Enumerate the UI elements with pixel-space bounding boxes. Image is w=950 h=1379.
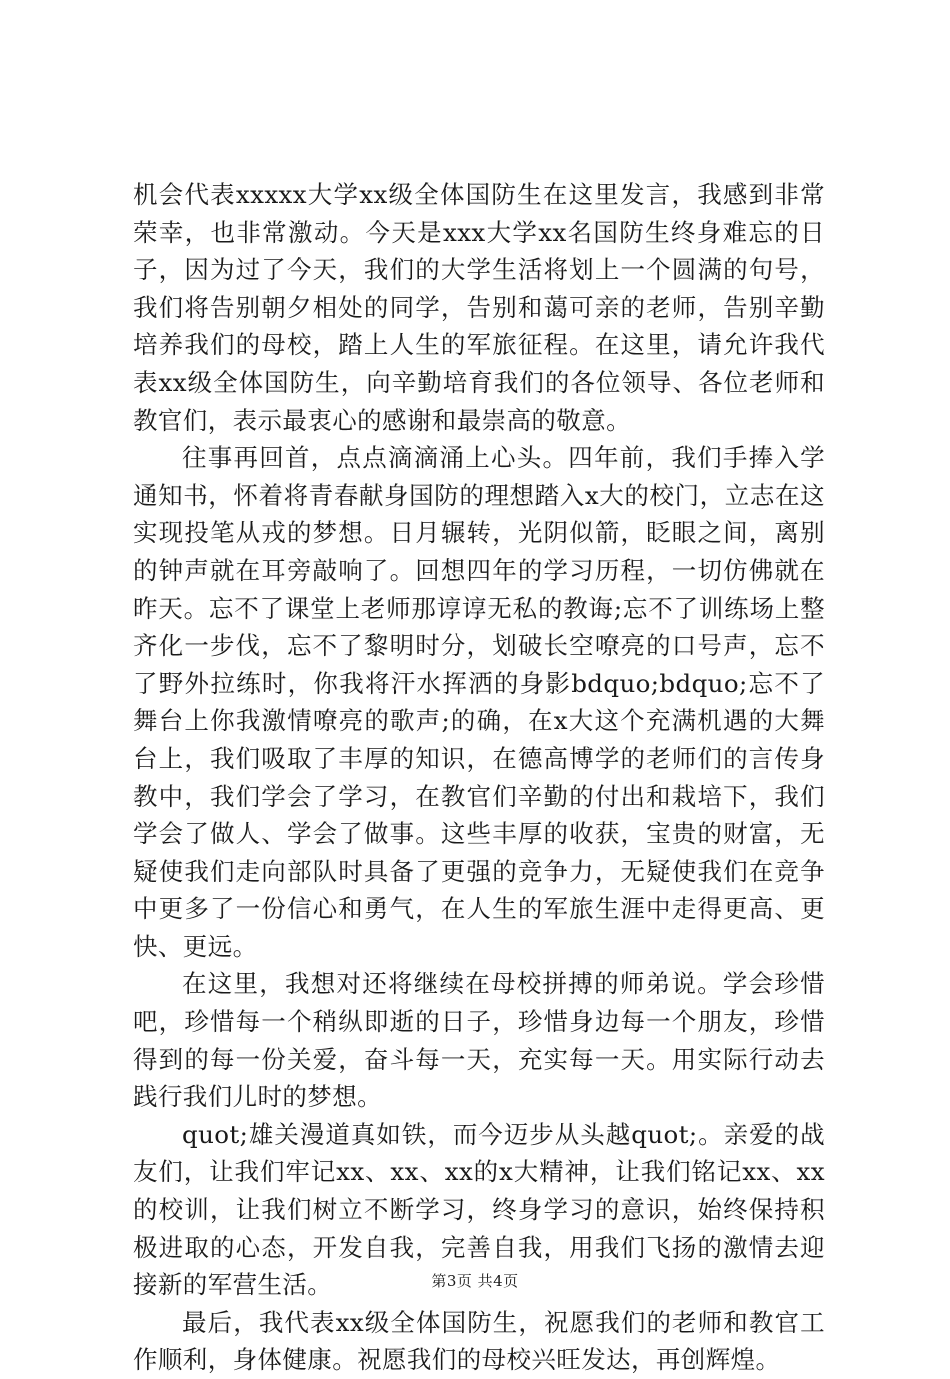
- paragraph-1: 机会代表xxxxx大学xx级全体国防生在这里发言，我感到非常荣幸，也非常激动。今天是xxx大学xx名国防生终身难忘的日子，因为过了今天，我们的大学生活将划上一个圆满的句号，我们将告别朝夕相处的同学，告别和蔼可亲的老师，告别辛勤培养我们的母校，踏上人生的军旅征程。在这里，请允许我代表xx级全体国防生，向辛勤培育我们的各位领导、各位老师和教官们，表示最衷心的感谢和最崇高的敬意。: [133, 180, 825, 435]
- paragraph-2: 往事再回首，点点滴滴涌上心头。四年前，我们手捧入学通知书，怀着将青春献身国防的理想踏入x大的校门，立志在这实现投笔从戎的梦想。日月辗转，光阴似箭，眨眼之间，离别的钟声就在耳旁敲响了。回想四年的学习历程，一切仿佛就在昨天。忘不了课堂上老师那谆谆无私的教诲;忘不了训练场上整齐化一步伐，忘不了黎明时分，划破长空嘹亮的口号声，忘不了野外拉练时，你我将汗水挥洒的身影bdquo;bdquo;忘不了舞台上你我激情嘹亮的歌声;的确，在x大这个充满机遇的大舞台上，我们吸取了丰厚的知识，在德高博学的老师们的言传身教中，我们学会了学习，在教官们辛勤的付出和栽培下，我们学会了做人、学会了做事。这些丰厚的收获，宝贵的财富，无疑使我们走向部队时具备了更强的竞争力，无疑使我们在竞争中更多了一份信心和勇气，在人生的军旅生涯中走得更高、更快、更远。: [133, 443, 825, 961]
- page-footer: 第3页 共4页: [431, 1272, 519, 1290]
- paragraph-3: 在这里，我想对还将继续在母校拼搏的师弟说。学会珍惜吧，珍惜每一个稍纵即逝的日子，珍惜身边每一个朋友，珍惜得到的每一份关爱，奋斗每一天，充实每一天。用实际行动去践行我们儿时的梦想。: [133, 969, 825, 1112]
- document-body: [133, 176, 825, 1379]
- paragraph-5: 最后，我代表xx级全体国防生，祝愿我们的老师和教官工作顺利，身体健康。祝愿我们的母校兴旺发达，再创辉煌。: [133, 1307, 825, 1375]
- paragraph-4: quot;雄关漫道真如铁，而今迈步从头越quot;。亲爱的战友们，让我们牢记xx、xx、xx的x大精神，让我们铭记xx、xx的校训，让我们树立不断学习，终身学习的意识，始终保持积极进取的心态，开发自我，完善自我，用我们飞扬的激情去迎接新的军营生活。: [133, 1119, 825, 1300]
